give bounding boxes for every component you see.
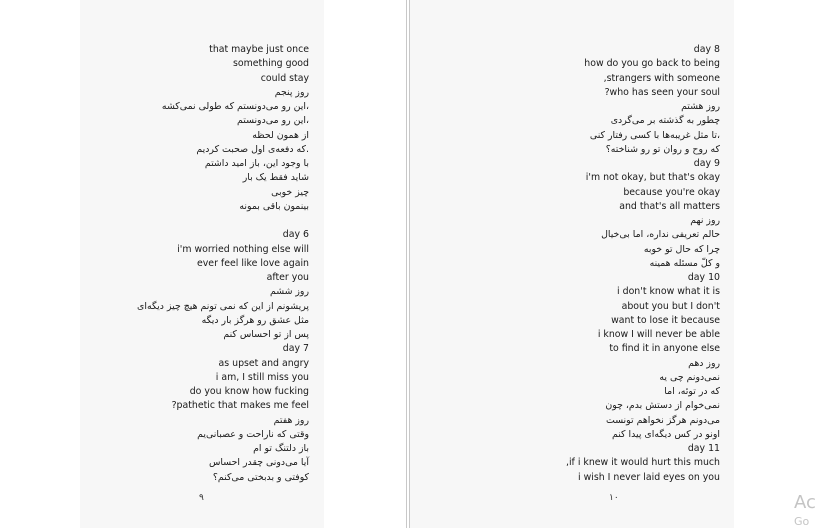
text-line: آیا می‌دونی چقدر احساس: [208, 457, 309, 469]
text-line: روز ششم: [269, 286, 309, 298]
page-number-left: ۹: [199, 493, 204, 503]
text-line: اونو در کس دیگه‌ای پیدا کنم: [611, 428, 720, 440]
text-line: i wish I never laid eyes on you: [578, 471, 720, 483]
text-line: چیز خوبی: [271, 186, 309, 198]
text-line: روز پنجم: [274, 86, 309, 98]
text-line: شاید فقط یک بار: [242, 172, 309, 184]
text-line: day 11: [687, 443, 720, 454]
text-line: از همون لحظه: [252, 129, 309, 141]
text-line: این رو می‌دونستم که طولی نمی‌کشه،: [161, 101, 309, 112]
text-line: با وجود این، باز امید داشتم: [204, 158, 309, 169]
text-line: که دفعه‌ی اول صحبت کردیم.: [196, 143, 309, 155]
text-line: i don't know what it is: [617, 286, 720, 298]
text-line: مثل عشق رو هرگز بار دیگه: [201, 314, 309, 326]
page-right-text: [566, 43, 720, 485]
text-line: نمی‌دونم چی یه: [659, 371, 720, 383]
page-divider: [406, 0, 407, 528]
text-line: i am, I still miss you: [215, 371, 309, 383]
text-line: روز هفتم: [273, 414, 309, 426]
text-line: day 10: [687, 272, 720, 283]
text-line: to find it in anyone else: [609, 343, 720, 355]
activation-watermark: Ac: [794, 492, 816, 513]
text-line: do you know how fucking: [189, 386, 309, 397]
text-line: i know I will never be able: [597, 329, 720, 340]
text-line: چرا که حال تو خوبه: [643, 243, 720, 255]
text-line: روز نهم: [690, 215, 720, 226]
text-line: and that's all matters: [619, 200, 720, 212]
text-line: about you but I don't: [621, 300, 720, 312]
text-line: after you: [266, 272, 309, 283]
text-line: day 7: [282, 343, 309, 355]
text-line: بینمون باقی بمونه: [239, 200, 309, 212]
text-line: که روح و روان تو رو شناخته؟: [605, 143, 720, 155]
text-line: day 6: [282, 229, 309, 241]
text-line: این رو می‌دونستم،: [237, 115, 309, 127]
page-number-right: ۱۰: [609, 493, 619, 503]
text-line: because you're okay: [623, 186, 720, 198]
text-line: باز دلتنگ تو ام: [253, 443, 309, 454]
text-line: پس از تو احساس کنم: [223, 329, 309, 340]
text-line: ?who has seen your soul: [604, 86, 720, 98]
text-line: ever feel like love again: [196, 257, 309, 269]
page-left: [80, 0, 324, 528]
activation-watermark-sub: Go: [794, 515, 810, 528]
text-line: that maybe just once: [209, 44, 309, 55]
text-line: نمی‌خوام از دستش بدم، چون: [605, 400, 720, 412]
text-line: day 9: [693, 158, 720, 169]
text-line: می‌دونم هرگز نخواهم تونست: [605, 414, 720, 426]
text-line: i'm worried nothing else will: [177, 243, 309, 255]
text-line: حالم تعریفی نداره، اما بی‌خیال: [601, 229, 720, 241]
text-line: how do you go back to being: [584, 58, 720, 70]
text-line: چطور به گذشته بر می‌گردی: [610, 115, 720, 127]
text-line: day 8: [693, 44, 720, 55]
text-line: ?pathetic that makes me feel: [171, 400, 309, 412]
page-left-text: [137, 43, 309, 485]
text-line: وقتی که ناراحت و عصبانی‌یم: [197, 428, 309, 440]
text-line: i'm not okay, but that's okay: [585, 172, 720, 184]
text-line: want to lose it because: [611, 314, 720, 326]
text-line: پریشونم از این که نمی تونم هیچ چیز دیگه‌ای: [137, 300, 309, 312]
text-line: something good: [233, 58, 309, 70]
text-line: ,strangers with someone: [603, 72, 720, 84]
text-line: could stay: [260, 72, 309, 84]
text-line: ,if i knew it would hurt this much: [565, 457, 720, 469]
page-right: [410, 0, 734, 528]
text-line: روز دهم: [688, 357, 720, 369]
text-line: as upset and angry: [218, 357, 309, 369]
text-line: [137, 214, 309, 228]
text-line: تا مثل غریبه‌ها با کسی رفتار کنی،: [589, 129, 720, 141]
text-line: روز هشتم: [681, 101, 720, 112]
text-line: و کلّ مسئله همینه: [649, 257, 720, 269]
text-line: که در توئه، اما: [664, 386, 720, 397]
text-line: کوفتی و بدبختی می‌کنم؟: [212, 471, 309, 483]
